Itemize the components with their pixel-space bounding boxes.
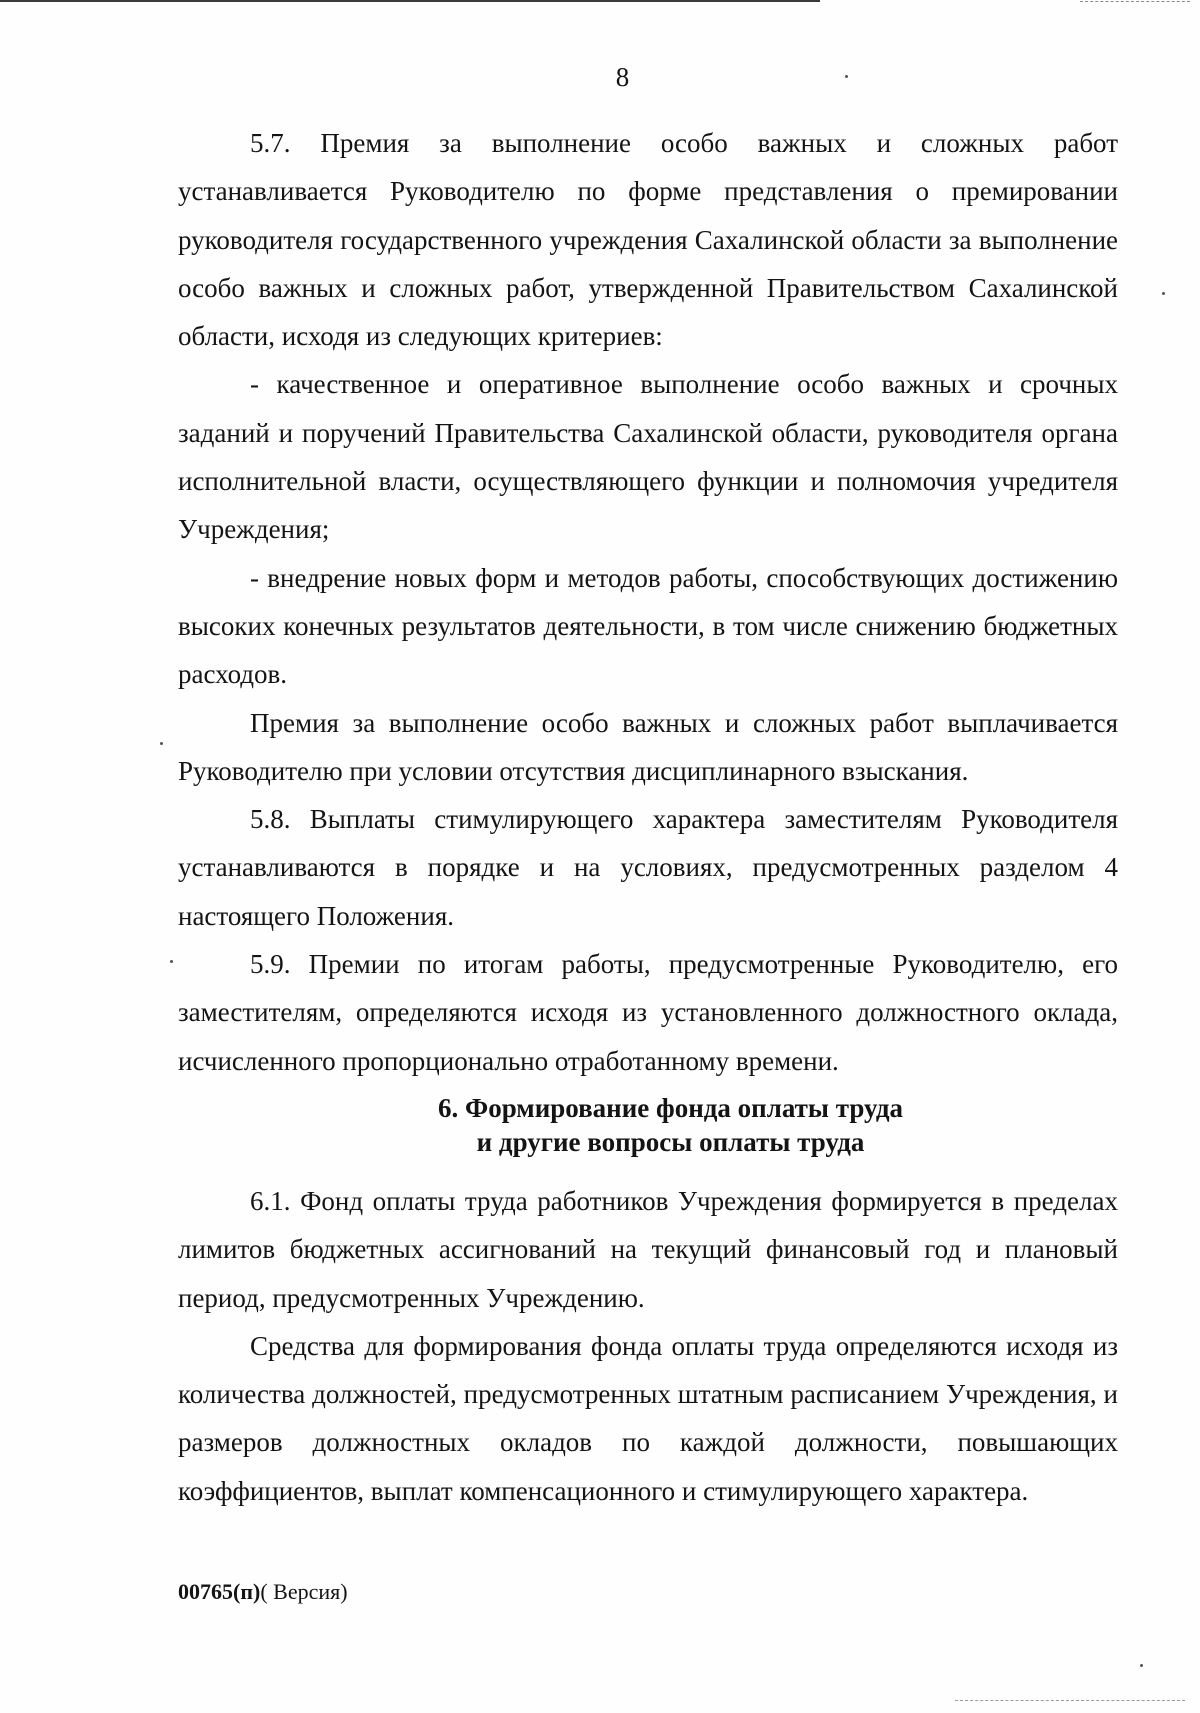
section-6-heading-line-2: и другие вопросы оплаты труда xyxy=(476,1126,865,1157)
scan-speck xyxy=(160,742,163,745)
page-number: 8 xyxy=(615,62,630,92)
clause-6-1-funds: Средства для формирования фонда оплаты труда определяются исходя из количества должностей, предусмотренных штатным расписанием Учреждения, и размеров должностных окладов по каждой должности, повышающих коэффициентов, выплат компенсационного и стимулирующего характера. xyxy=(178,1330,1118,1506)
scan-speck xyxy=(170,960,173,963)
document-footer-code xyxy=(178,1578,348,1606)
document-version: ( Версия) xyxy=(260,1579,348,1604)
document-body xyxy=(178,119,1118,1515)
document-code: 00765(п) xyxy=(178,1579,261,1604)
scan-edge-dashes-bottom xyxy=(955,1700,1185,1702)
section-6-heading xyxy=(178,1091,1118,1159)
clause-5-9: 5.9. Премии по итогам работы, предусмотренные Руководителю, его заместителям, определяются исходя из установленного должностного оклада, исчисленного пропорционально отработанному времени. xyxy=(178,949,1118,1076)
scan-speck xyxy=(1140,1664,1143,1667)
clause-5-7: 5.7. Премия за выполнение особо важных и сложных работ устанавливается Руководителю по форме представления о премировании руководителя государственного учреждения Сахалинской области за выполнение особо важных и сложных работ, утвержденной Правительством Сахалинской области, исходя из следующих критериев: xyxy=(178,128,1118,352)
scan-edge-line xyxy=(0,0,820,2)
clause-5-8: 5.8. Выплаты стимулирующего характера заместителям Руководителя устанавливаются в порядке и на условиях, предусмотренных разделом 4 настоящего Положения. xyxy=(178,804,1118,931)
scan-edge-dashes xyxy=(1080,1,1190,3)
clause-6-1: 6.1. Фонд оплаты труда работников Учреждения формируется в пределах лимитов бюджетных ассигнований на текущий финансовый год и плановый период, предусмотренных Учреждению. xyxy=(178,1185,1118,1313)
clause-5-7-payment-condition: Премия за выполнение особо важных и сложных работ выплачивается Руководителю при условии отсутствия дисциплинарного взыскания. xyxy=(178,707,1118,786)
section-6-heading-line-1: 6. Формирование фонда оплаты труда xyxy=(438,1092,903,1123)
criterion-item: - качественное и оперативное выполнение особо важных и срочных заданий и поручений Правительства Сахалинской области, руководителя органа исполнительной власти, осуществляющего функции и полномочия учредителя Учреждения; xyxy=(178,369,1118,545)
scan-speck xyxy=(1162,292,1165,295)
criterion-item: - внедрение новых форм и методов работы, способствующих достижению высоких конечных результатов деятельности, в том числе снижению бюджетных расходов. xyxy=(178,562,1118,690)
